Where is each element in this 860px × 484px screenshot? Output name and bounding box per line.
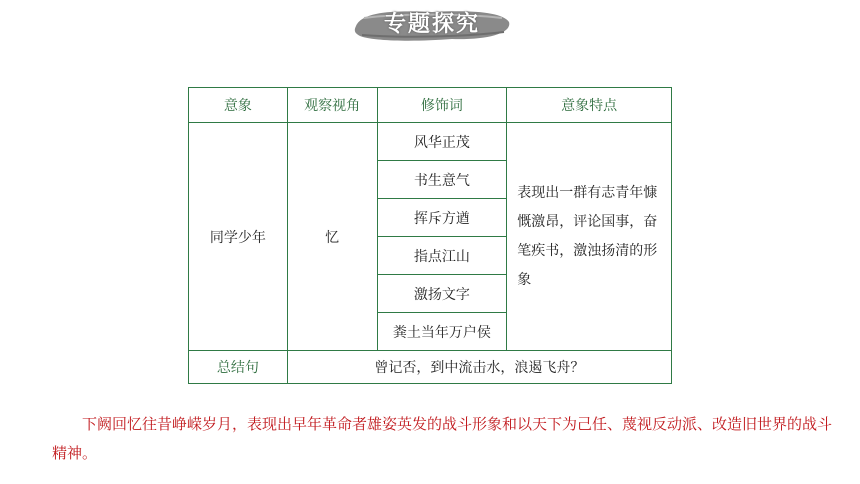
- table-header-row: [189, 88, 672, 123]
- total-sentence: 曾记否，到中流击水，浪遏飞舟？: [287, 351, 671, 384]
- summary-paragraph: 下阙回忆往昔峥嵘岁月，表现出早年革命者雄姿英发的战斗形象和以天下为己任、蔑视反动派、改造旧世界的战斗精神。: [52, 415, 833, 462]
- modifier-cell: 激扬文字: [377, 275, 507, 313]
- modifier-cell: 粪土当年万户侯: [377, 313, 507, 351]
- modifier-cell: 指点江山: [377, 237, 507, 275]
- modifier-cell: 挥斥方遒: [377, 199, 507, 237]
- header-imagery: 意象: [189, 88, 288, 123]
- perspective-cell: 忆: [287, 123, 377, 351]
- total-row: [189, 351, 672, 384]
- header-perspective: 观察视角: [287, 88, 377, 123]
- header-modifiers: 修饰词: [377, 88, 507, 123]
- topic-banner: [352, 6, 512, 44]
- total-label: 总结句: [189, 351, 288, 384]
- table-row: [189, 123, 672, 161]
- header-feature: 意象特点: [507, 88, 672, 123]
- feature-cell: 表现出一群有志青年慷慨激昂，评论国事，奋笔疾书，激浊扬清的形象: [507, 123, 672, 351]
- modifier-cell: 书生意气: [377, 161, 507, 199]
- imagery-analysis-table: [188, 87, 672, 384]
- imagery-cell: 同学少年: [189, 123, 288, 351]
- modifier-cell: 风华正茂: [377, 123, 507, 161]
- banner-title: 专题探究: [383, 12, 480, 37]
